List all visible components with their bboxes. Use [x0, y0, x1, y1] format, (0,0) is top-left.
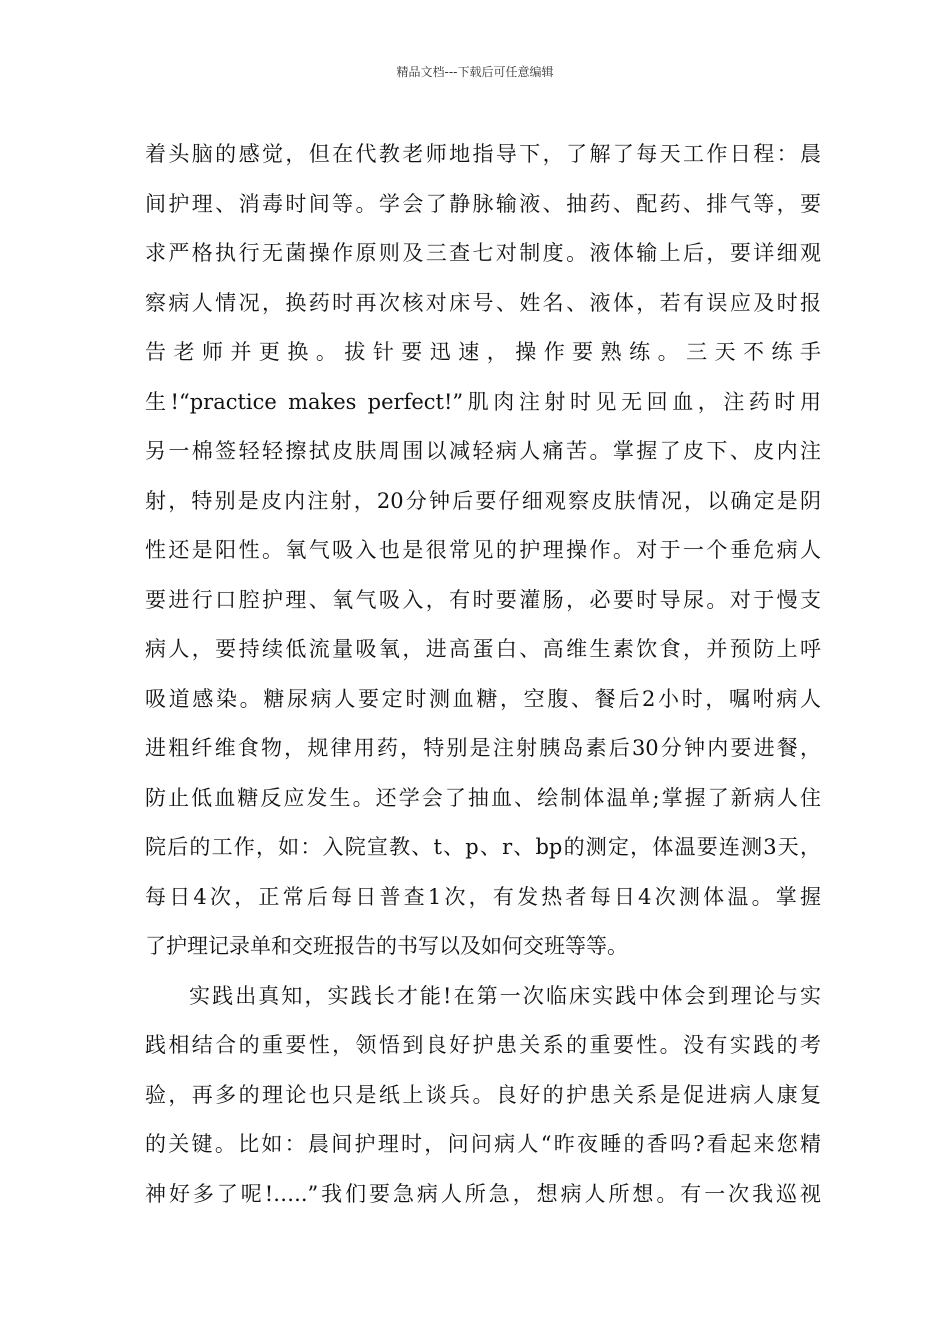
- text-line: 神好多了呢!…..”我们要急病人所急，想病人所想。有一次我巡视: [145, 1181, 821, 1206]
- text-line: 性还是阳性。氧气吸入也是很常见的护理操作。对于一个垂危病人: [145, 538, 821, 562]
- text-line: 射，特别是皮内注射，20分钟后要仔细观察皮肤情况，以确定是阴: [145, 488, 821, 513]
- text-line: 院后的工作，如：入院宣教、t、p、r、bp的测定，体温要连测3天，: [145, 835, 821, 859]
- text-line: 病人，要持续低流量吸氧，进高蛋白、高维生素饮食，并预防上呼: [145, 637, 821, 661]
- text-line: 生!“practice makes perfect!”肌肉注射时见无回血，注药时用: [145, 389, 821, 414]
- text-line: 求严格执行无菌操作原则及三查七对制度。液体输上后，要详细观: [145, 241, 821, 265]
- text-line: 实践出真知，实践长才能!在第一次临床实践中体会到理论与实: [189, 983, 821, 1008]
- text-line: 的关键。比如：晨间护理时，问问病人“昨夜睡的香吗?看起来您精: [145, 1132, 821, 1156]
- document-body: [145, 130, 821, 1219]
- text-line: 吸道感染。糖尿病人要定时测血糖，空腹、餐后2小时，嘱咐病人: [145, 686, 821, 711]
- text-line: 践相结合的重要性，领悟到良好护患关系的重要性。没有实践的考: [145, 1033, 821, 1057]
- text-line: 着头脑的感觉，但在代教老师地指导下，了解了每天工作日程：晨: [145, 142, 821, 166]
- text-line: 察病人情况，换药时再次核对床号、姓名、液体，若有误应及时报: [145, 290, 821, 315]
- page-header: 精品文档---下载后可任意编辑: [396, 65, 554, 79]
- text-line: 要进行口腔护理、氧气吸入，有时要灌肠，必要时导尿。对于慢支: [145, 587, 821, 612]
- text-line: 验，再多的理论也只是纸上谈兵。良好的护患关系是促进病人康复: [145, 1082, 821, 1107]
- text-line: 了护理记录单和交班报告的书写以及如何交班等等。: [145, 934, 628, 958]
- text-line: 进粗纤维食物，规律用药，特别是注射胰岛素后30分钟内要进餐，: [145, 736, 821, 760]
- paragraph-2: [145, 972, 821, 1220]
- paragraph-1: [145, 130, 821, 972]
- text-line: 间护理、消毒时间等。学会了静脉输液、抽药、配药、排气等，要: [145, 191, 821, 216]
- text-line: 告老师并更换。拔针要迅速，操作要熟练。三天不练手: [145, 340, 821, 364]
- text-line: 防止低血糖反应发生。还学会了抽血、绘制体温单;掌握了新病人住: [145, 785, 821, 810]
- text-line: 每日4次，正常后每日普查1次，有发热者每日4次测体温。掌握: [145, 884, 821, 909]
- text-line: 另一棉签轻轻擦拭皮肤周围以减轻病人痛苦。掌握了皮下、皮内注: [145, 439, 821, 463]
